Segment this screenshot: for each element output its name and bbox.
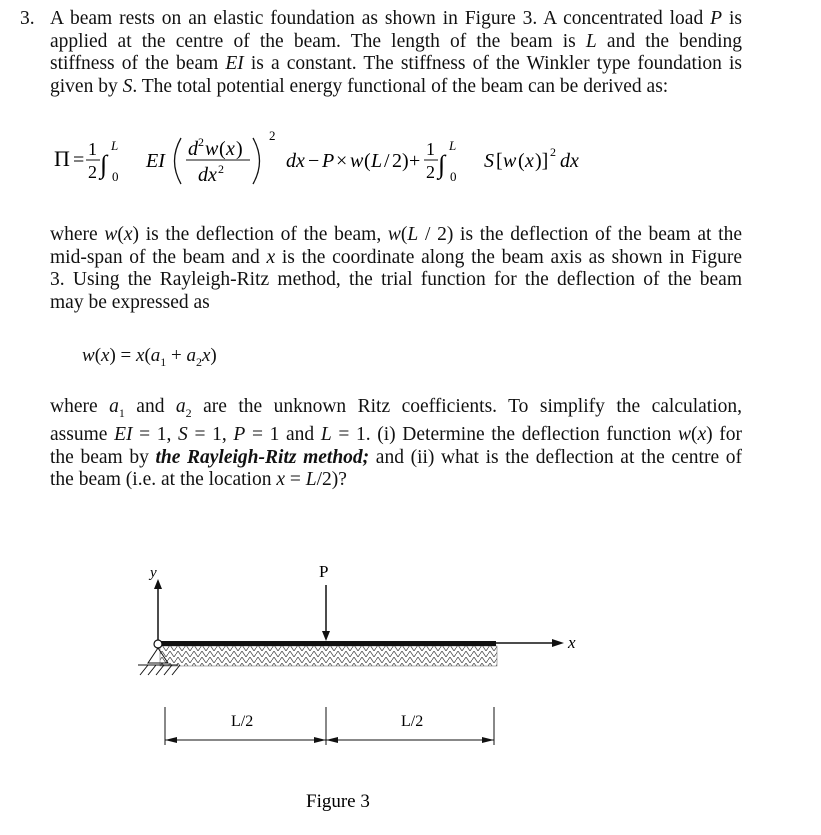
intro-paragraph — [50, 8, 742, 98]
svg-text:/: / — [384, 150, 390, 172]
svg-text:L: L — [111, 138, 119, 153]
svg-text:x: x — [226, 138, 235, 160]
task-paragraph — [50, 396, 742, 492]
svg-text:2: 2 — [88, 162, 97, 182]
svg-text:2: 2 — [218, 162, 224, 176]
svg-text:w: w — [503, 150, 517, 172]
svg-text:×: × — [336, 150, 348, 172]
intro-line-1: A beam rests on an elastic foundation as shown in Figure 3. A concentrated load P is — [50, 8, 742, 29]
svg-text:+: + — [409, 150, 421, 172]
svg-text:dx: dx — [286, 150, 305, 172]
svg-text:(: ( — [219, 138, 226, 160]
trial-function — [82, 345, 217, 370]
svg-text:dx: dx — [560, 150, 579, 172]
svg-text:−: − — [308, 150, 320, 172]
svg-text:0: 0 — [112, 169, 119, 184]
svg-text:EI: EI — [146, 150, 165, 172]
svg-text:w: w — [350, 150, 364, 172]
where-paragraph — [50, 224, 742, 314]
svg-text:[: [ — [496, 150, 503, 172]
svg-text:1: 1 — [88, 139, 97, 159]
svg-text:P: P — [322, 150, 335, 172]
svg-text:1: 1 — [426, 139, 435, 159]
load-label: P — [319, 562, 329, 581]
figure-3 — [0, 555, 821, 835]
trial-function-text: $w(x) = x(a_1 + a_2x)$ — [82, 345, 217, 369]
question-number: 3. — [20, 8, 35, 29]
where-line-4: may be expressed as — [50, 291, 210, 313]
intro-line-3: stiffness of the beam EI is a constant. The stiffness of the Winkler type foundation is — [50, 53, 742, 74]
task-line-2: assume EI = 1, S = 1, P = 1 and L = 1. (i) Determine the deflection function w(x) for — [50, 424, 743, 446]
functional-equation — [0, 118, 821, 198]
svg-text:L: L — [449, 138, 457, 153]
dim-right-label: L/2 — [401, 713, 424, 730]
svg-text:Π: Π — [54, 146, 70, 171]
x-axis-label: x — [568, 633, 576, 652]
where-line-3: 3. Using the Rayleigh-Ritz method, the trial function for the deflection of the beam — [50, 269, 742, 290]
svg-text:(: ( — [518, 150, 525, 172]
svg-text:L: L — [371, 150, 383, 172]
intro-line-2: applied at the centre of the beam. The length of the beam is L and the bending — [50, 30, 743, 52]
svg-text:x: x — [525, 150, 534, 172]
support-hatch — [138, 665, 180, 675]
task-line-1: where $a_1$ and $a_2$ are the unknown Ritz coefficients. To simplify the calculation, — [50, 396, 743, 420]
beam — [158, 641, 496, 646]
task-line-3: the beam by the Rayleigh-Ritz method; and (ii) what is the deflection at the centre of — [50, 446, 742, 468]
svg-text:w: w — [205, 138, 219, 160]
svg-text:∫: ∫ — [100, 150, 108, 179]
svg-text:dx: dx — [198, 164, 217, 186]
svg-text:=: = — [73, 149, 85, 171]
task-line-4: the beam (i.e. at the location x = L/2)? — [50, 469, 347, 491]
y-axis-label: y — [150, 565, 157, 581]
svg-text:2: 2 — [198, 135, 204, 149]
svg-text:∫: ∫ — [438, 150, 446, 179]
svg-text:S: S — [484, 150, 494, 172]
elastic-foundation — [160, 646, 497, 666]
svg-text:)]: )] — [535, 150, 549, 172]
intro-line-4: given by S. The total potential energy functional of the beam can be derived as: — [50, 75, 669, 97]
svg-text:2: 2 — [426, 162, 435, 182]
where-line-2: mid-span of the beam and x is the coordinate along the beam axis as shown in Figure — [50, 246, 742, 268]
svg-text:(: ( — [364, 150, 371, 172]
svg-text:d: d — [188, 138, 198, 160]
dim-left-label: L/2 — [231, 713, 254, 730]
figure-caption: Figure 3 — [306, 791, 370, 812]
svg-text:2: 2 — [269, 128, 276, 143]
svg-text:2: 2 — [550, 145, 556, 159]
svg-text:): ) — [236, 138, 243, 160]
svg-text:2): 2) — [392, 150, 409, 172]
where-line-1: where w(x) is the deflection of the beam, w(L / 2) is the deflection of the beam at the — [50, 224, 742, 245]
svg-text:0: 0 — [450, 169, 457, 184]
